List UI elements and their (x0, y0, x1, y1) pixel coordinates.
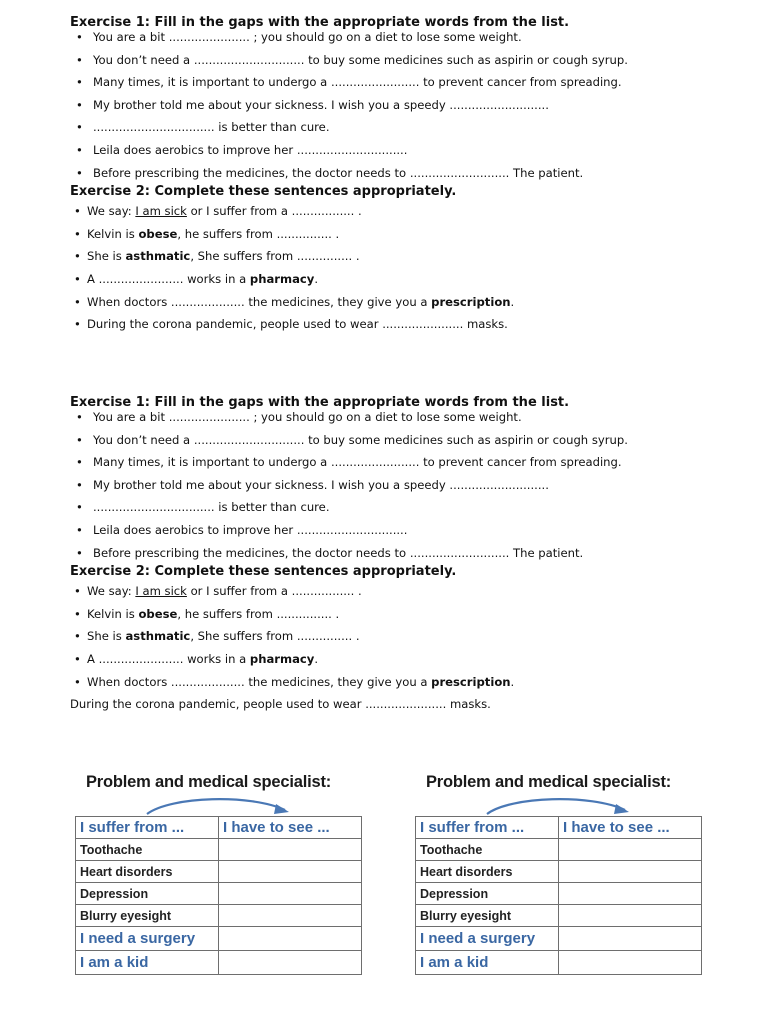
text: Kelvin is (87, 226, 139, 241)
text: or I suffer from a ................. . (186, 204, 362, 219)
exercise1-item: • You don’t need a .............................. to buy some medicines such as aspirin or cough syrup. (70, 433, 730, 456)
bold-term: asthmatic (125, 629, 191, 644)
exercise1-item: • ................................. is better than cure. (70, 500, 730, 523)
answer-cell[interactable] (559, 951, 702, 975)
answer-cell[interactable] (559, 905, 702, 927)
exercise2-last-line: During the corona pandemic, people used to wear ...................... masks. (70, 697, 491, 712)
exercise2-item (70, 204, 730, 227)
exercise1-list (70, 410, 730, 568)
table-row (416, 861, 702, 883)
exercise2-list (70, 204, 730, 340)
exercise2-item (70, 652, 730, 675)
problem-cell: I need a surgery (76, 927, 219, 951)
answer-cell[interactable] (219, 861, 362, 883)
text: When doctors .................... the medicines, they give you a (87, 674, 432, 689)
table-row (76, 861, 362, 883)
bold-term: prescription (431, 674, 511, 689)
specialist-grid (415, 816, 702, 975)
specialist-table-2 (415, 770, 705, 975)
problem-cell: Toothache (416, 839, 559, 861)
exercise1-item: • You are a bit ...................... ; you should go on a diet to lose some weight. (70, 30, 730, 53)
exercise2-item: • During the corona pandemic, people used to wear ...................... masks. (70, 317, 730, 340)
table-row (416, 839, 702, 861)
bold-term: asthmatic (125, 249, 191, 264)
text: , She suffers from ............... . (190, 249, 360, 264)
worksheet-copy-2 (70, 394, 730, 724)
problem-cell: Heart disorders (76, 861, 219, 883)
table-row (416, 883, 702, 905)
problem-cell: I need a surgery (416, 927, 559, 951)
text: A ....................... works in a (87, 271, 250, 286)
exercise2-item (70, 584, 730, 607)
table-header-row (76, 817, 362, 839)
table-row (416, 905, 702, 927)
text: Kelvin is (87, 606, 139, 621)
answer-cell[interactable] (219, 883, 362, 905)
exercise1-item: • Leila does aerobics to improve her .............................. (70, 523, 730, 546)
text: . (510, 674, 515, 689)
exercise2-item (70, 249, 730, 272)
text: We say: (87, 204, 136, 219)
text: . (314, 651, 319, 666)
text: . (314, 271, 319, 286)
exercise1-item: • Many times, it is important to undergo a ........................ to prevent cancer from spreading. (70, 75, 730, 98)
exercise1-list (70, 30, 730, 188)
exercise1-item: • Before prescribing the medicines, the doctor needs to ........................... The patient. (70, 166, 730, 189)
text: She is (87, 629, 126, 644)
bold-term: pharmacy (249, 651, 315, 666)
answer-cell[interactable] (219, 905, 362, 927)
exercise2-item (70, 272, 730, 295)
exercise1-item: • My brother told me about your sickness. I wish you a speedy ........................... (70, 478, 730, 501)
text: . (510, 294, 515, 309)
exercise2-item (70, 295, 730, 318)
answer-cell[interactable] (559, 839, 702, 861)
exercise1-item: • Many times, it is important to undergo a ........................ to prevent cancer from spreading. (70, 455, 730, 478)
table-row (76, 905, 362, 927)
text: or I suffer from a ................. . (186, 584, 362, 599)
text: We say: (87, 584, 136, 599)
exercise2-item (70, 607, 730, 630)
problem-cell: I am a kid (76, 951, 219, 975)
exercise2-title: Exercise 2: Complete these sentences appropriately. (70, 564, 457, 580)
specialist-title: Problem and medical specialist: (426, 773, 672, 791)
bold-term: pharmacy (249, 271, 315, 286)
underlined-text: I am sick (135, 204, 187, 219)
exercise1-item: • ................................. is better than cure. (70, 120, 730, 143)
column-header: I have to see ... (559, 817, 702, 839)
exercise2-item (70, 227, 730, 250)
specialist-title: Problem and medical specialist: (86, 773, 332, 791)
exercise2-title: Exercise 2: Complete these sentences appropriately. (70, 184, 457, 200)
specialist-table-1 (75, 770, 365, 975)
table-row (76, 883, 362, 905)
table-row (76, 839, 362, 861)
exercise1-item: • Leila does aerobics to improve her .............................. (70, 143, 730, 166)
bold-term: obese (138, 606, 178, 621)
column-header: I have to see ... (219, 817, 362, 839)
text: , he suffers from ............... . (177, 226, 340, 241)
exercise1-item: • You are a bit ...................... ; you should go on a diet to lose some weight. (70, 410, 730, 433)
table-row (416, 927, 702, 951)
answer-cell[interactable] (559, 861, 702, 883)
table-row (76, 951, 362, 975)
table-header-row (416, 817, 702, 839)
exercise1-title: Exercise 1: Fill in the gaps with the appropriate words from the list. (70, 15, 570, 30)
text: A ....................... works in a (87, 651, 250, 666)
exercise1-title: Exercise 1: Fill in the gaps with the appropriate words from the list. (70, 395, 570, 410)
exercise1-item: • Before prescribing the medicines, the doctor needs to ........................... The patient. (70, 546, 730, 569)
text: , She suffers from ............... . (190, 629, 360, 644)
bold-term: prescription (431, 294, 511, 309)
bold-term: obese (138, 226, 178, 241)
exercise1-item: • My brother told me about your sickness. I wish you a speedy ........................... (70, 98, 730, 121)
specialist-grid (75, 816, 362, 975)
problem-cell: Heart disorders (416, 861, 559, 883)
answer-cell[interactable] (559, 883, 702, 905)
curved-arrow-icon (481, 794, 641, 816)
text: When doctors .................... the medicines, they give you a (87, 294, 432, 309)
curved-arrow-icon (141, 794, 301, 816)
exercise1-item: • You don’t need a .............................. to buy some medicines such as aspirin or cough syrup. (70, 53, 730, 76)
problem-cell: Blurry eyesight (76, 905, 219, 927)
text: , he suffers from ............... . (177, 606, 340, 621)
worksheet-copy-1 (70, 14, 730, 340)
problem-cell: I am a kid (416, 951, 559, 975)
table-row (76, 927, 362, 951)
problem-cell: Depression (416, 883, 559, 905)
answer-cell[interactable] (219, 927, 362, 951)
table-row (416, 951, 702, 975)
exercise2-item (70, 675, 730, 698)
problem-cell: Toothache (76, 839, 219, 861)
problem-cell: Depression (76, 883, 219, 905)
exercise2-item (70, 629, 730, 652)
answer-cell[interactable] (559, 927, 702, 951)
exercise2-list (70, 584, 730, 697)
answer-cell[interactable] (219, 839, 362, 861)
problem-cell: Blurry eyesight (416, 905, 559, 927)
answer-cell[interactable] (219, 951, 362, 975)
text: She is (87, 249, 126, 264)
underlined-text: I am sick (135, 584, 187, 599)
column-header: I suffer from ... (76, 817, 219, 839)
column-header: I suffer from ... (416, 817, 559, 839)
